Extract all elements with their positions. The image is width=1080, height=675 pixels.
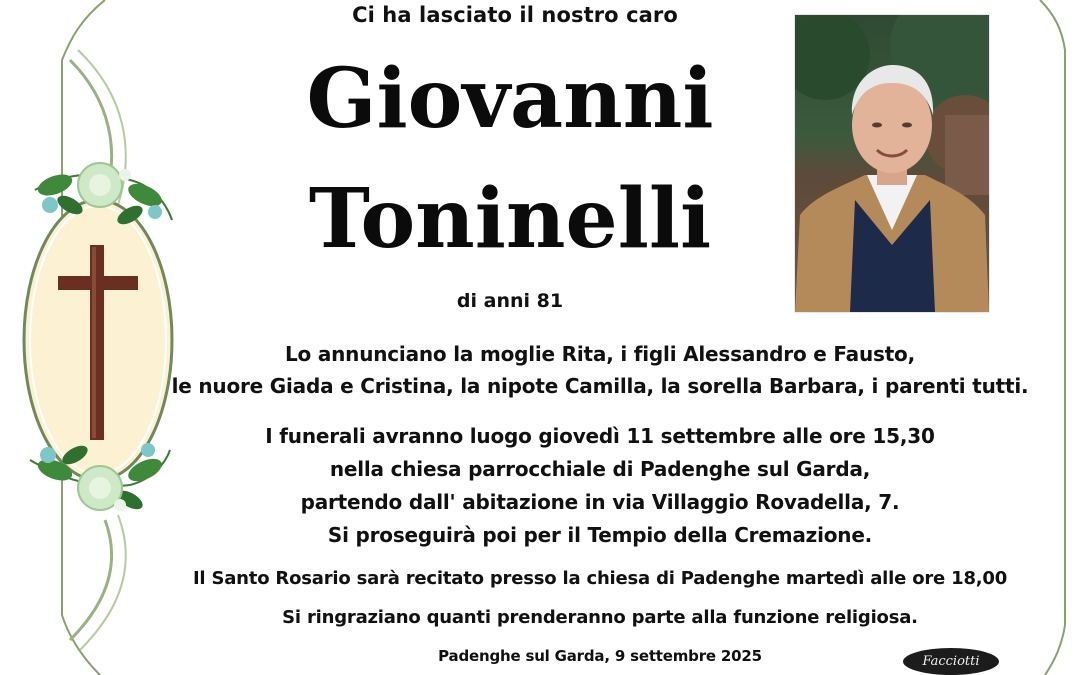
rosary-text: Il Santo Rosario sarà recitato presso la chiesa di Padenghe martedì alle ore 18,00 <box>192 568 1008 589</box>
place-date-text: Padenghe sul Garda, 9 settembre 2025 <box>438 647 762 665</box>
announcement-line-1: Lo annunciano la moglie Rita, i figli Alessandro e Fausto, <box>284 342 915 366</box>
intro-text: Ci ha lasciato il nostro caro <box>352 3 678 27</box>
funeral-line-1: I funerali avranno luogo giovedì 11 settembre alle ore 15,30 <box>265 424 935 448</box>
deceased-first-name: Giovanni <box>306 51 714 147</box>
thanks-text: Si ringraziano quanti prenderanno parte alla funzione religiosa. <box>282 607 918 628</box>
funeral-home-logo: Facciotti <box>903 648 999 675</box>
funeral-line-3: partendo dall' abitazione in via Villaggio Rovadella, 7. <box>300 490 900 514</box>
portrait-photo <box>795 15 989 312</box>
deceased-last-name: Toninelli <box>308 171 712 267</box>
announcement-line-2: le nuore Giada e Cristina, la nipote Camilla, la sorella Barbara, i parenti tutti. <box>171 374 1029 398</box>
age-text: di anni 81 <box>456 290 564 312</box>
funeral-line-4: Si proseguirà poi per il Tempio della Cremazione. <box>327 523 873 547</box>
funeral-line-2: nella chiesa parrocchiale di Padenghe sul Garda, <box>329 457 871 481</box>
